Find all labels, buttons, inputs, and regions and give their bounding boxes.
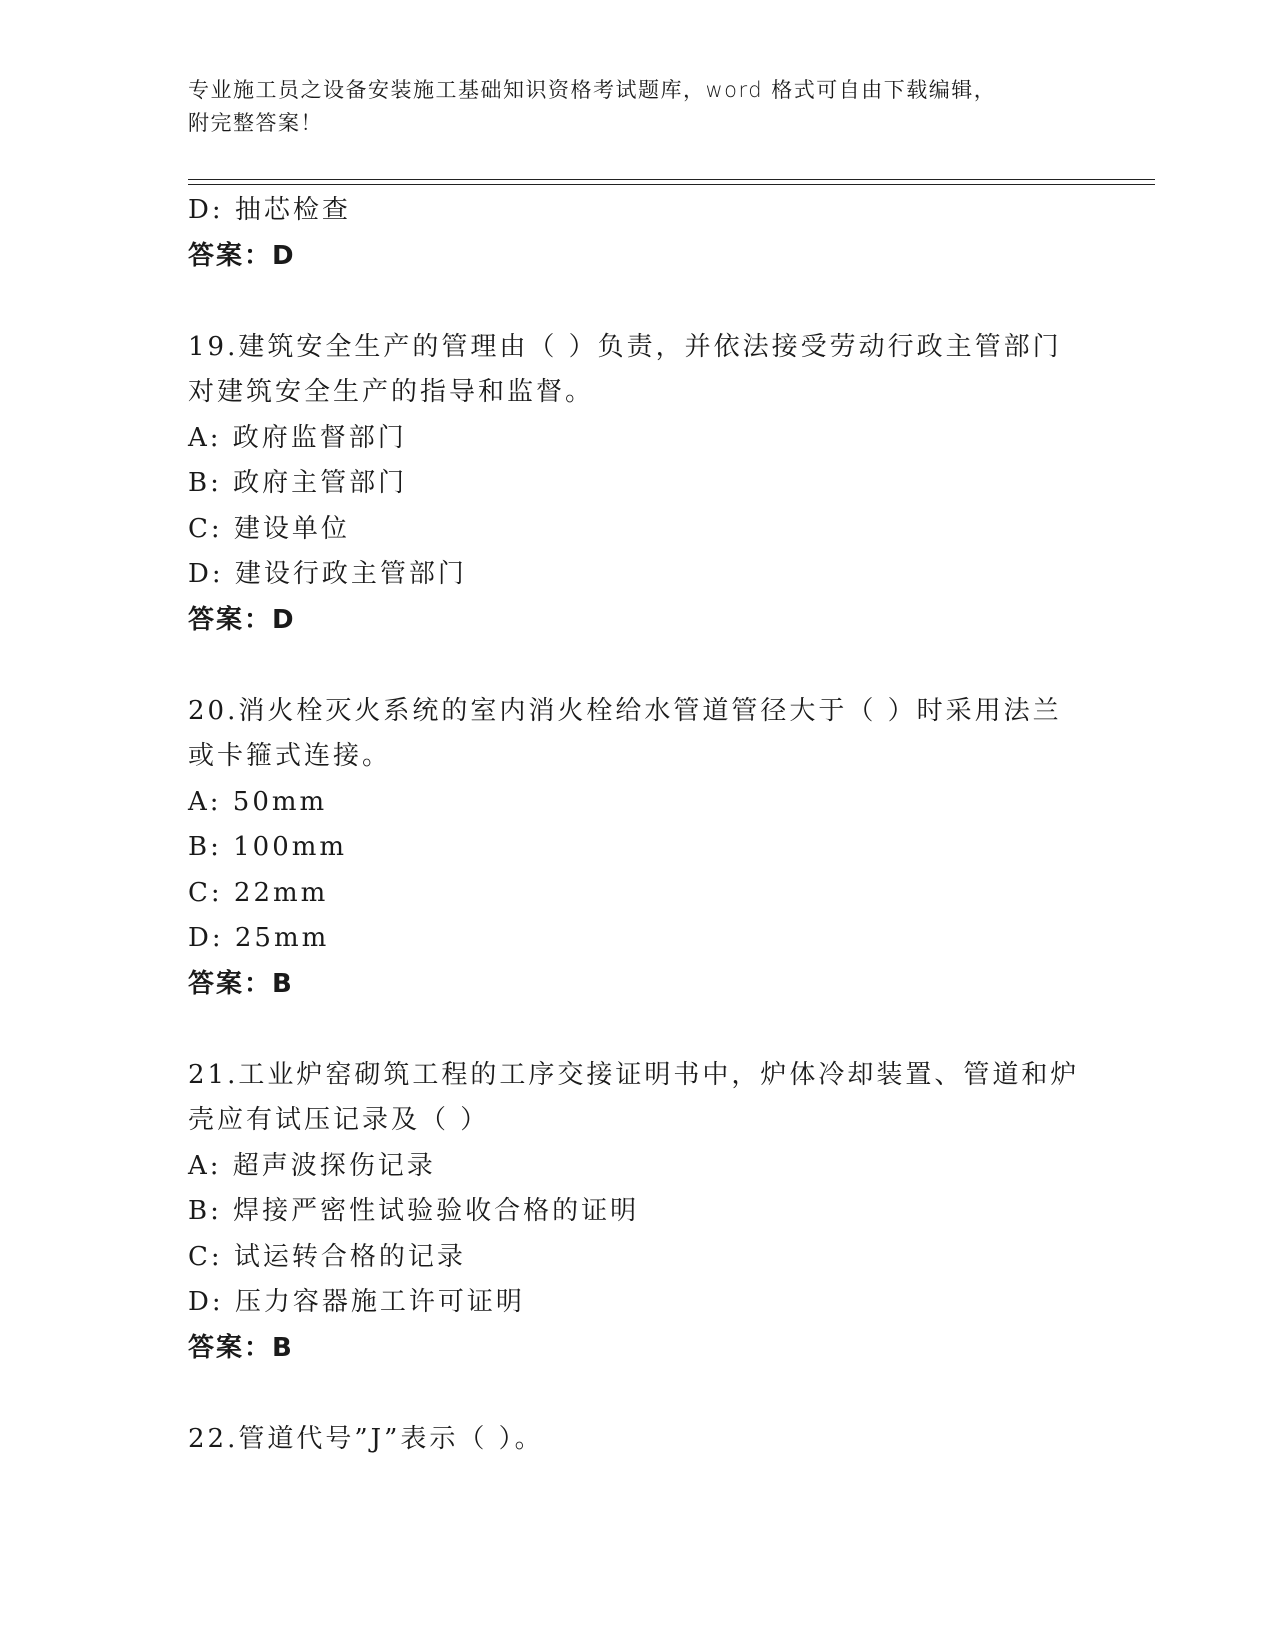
- option-line: D: 压力容器施工许可证明: [188, 1287, 525, 1317]
- spacer: [188, 643, 1128, 689]
- header-line-2: 附完整答案！: [188, 111, 323, 135]
- header-line-1: 专业施工员之设备安装施工基础知识资格考试题库，word 格式可自由下载编辑，: [188, 78, 997, 102]
- question-text: 或卡箍式连接。: [188, 741, 392, 771]
- option-line: A: 50mm: [188, 786, 328, 817]
- question-text: 壳应有试压记录及（ ）: [188, 1105, 490, 1135]
- spacer: [188, 1007, 1128, 1053]
- option-line: D: 抽芯检查: [188, 195, 351, 225]
- option-line: C: 建设单位: [188, 513, 350, 544]
- option-line: B: 焊接严密性试验验收合格的证明: [188, 1196, 640, 1226]
- spacer: [188, 279, 1128, 325]
- question-text: 对建筑安全生产的指导和监督。: [188, 377, 595, 407]
- option-line: B: 100mm: [188, 832, 348, 862]
- document-header: [188, 74, 1088, 140]
- spacer: [188, 1371, 1128, 1417]
- answer-line: 答案：B: [188, 968, 294, 999]
- question-list: [188, 188, 1128, 1462]
- option-line: C: 22mm: [188, 877, 329, 908]
- option-line: C: 试运转合格的记录: [188, 1241, 466, 1272]
- option-line: D: 25mm: [188, 923, 330, 953]
- answer-line: 答案：D: [188, 604, 296, 635]
- question-text: 20.消火栓灭火系统的室内消火栓给水管道管径大于（ ）时采用法兰: [188, 695, 1062, 726]
- question-text: 19.建筑安全生产的管理由（ ）负责，并依法接受劳动行政主管部门: [188, 331, 1062, 362]
- answer-line: 答案：B: [188, 1332, 294, 1363]
- option-line: A: 超声波探伤记录: [188, 1150, 436, 1181]
- option-line: D: 建设行政主管部门: [188, 559, 467, 589]
- option-line: B: 政府主管部门: [188, 468, 408, 498]
- option-line: A: 政府监督部门: [188, 422, 407, 453]
- header-divider-bottom: [188, 184, 1155, 185]
- answer-line: 答案：D: [188, 240, 296, 271]
- question-text: 21.工业炉窑砌筑工程的工序交接证明书中，炉体冷却装置、管道和炉: [188, 1059, 1080, 1090]
- header-divider-top: [188, 179, 1155, 180]
- question-text: 22.管道代号”J”表示（ ）。: [188, 1423, 544, 1454]
